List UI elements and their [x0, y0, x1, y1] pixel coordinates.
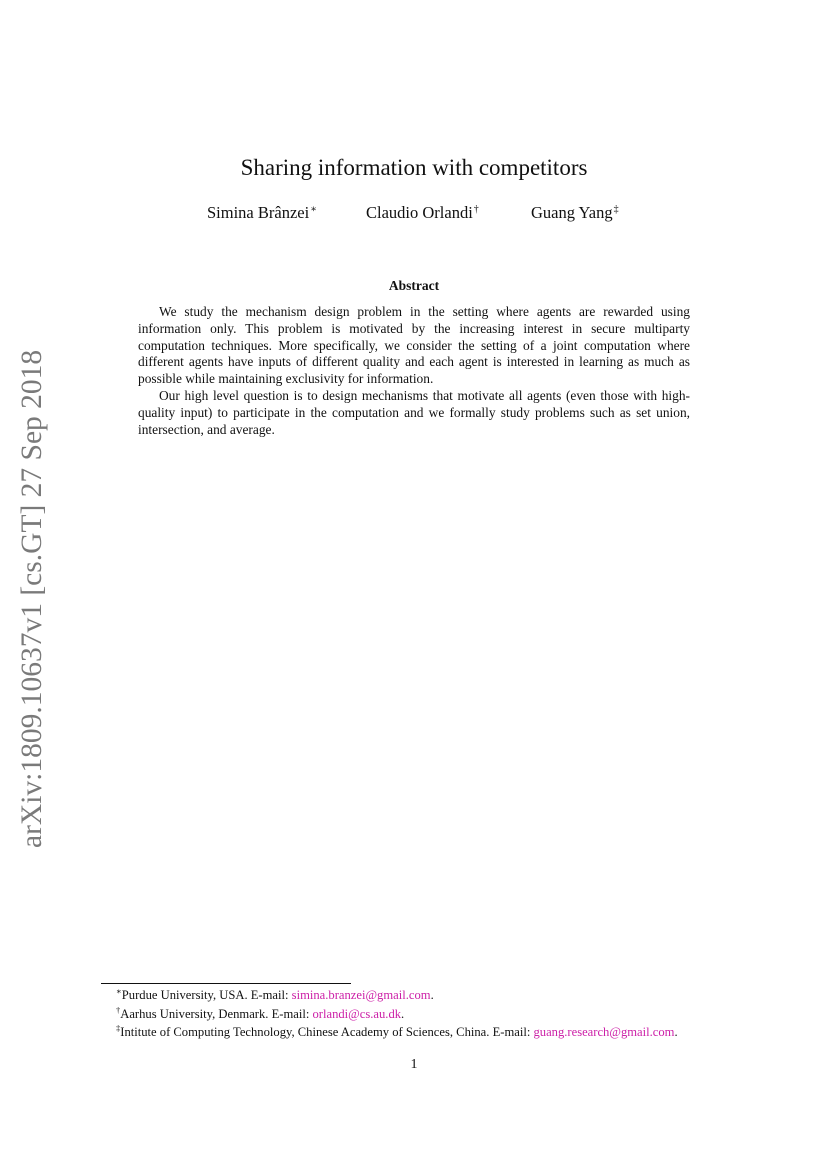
footnote-1: [101, 987, 761, 1006]
author-1: [207, 203, 317, 226]
abstract-heading: Abstract: [388, 278, 440, 293]
author-3-mark: ‡: [613, 204, 619, 215]
abstract-paragraph: Our high level question is to design mechanisms that motivate all agents (even those with high-quality input) to participate in the computation and we formally study problems such as set union, intersection, and average.: [138, 387, 690, 437]
footnote-3: [101, 1024, 761, 1043]
paper-title: Sharing information with competitors: [240, 155, 588, 180]
email-link[interactable]: guang.research@gmail.com: [533, 1025, 675, 1039]
footnotes: [101, 987, 761, 1043]
footnote-tail: .: [401, 1006, 405, 1021]
author-1-mark: ∗: [310, 204, 317, 215]
page-number: 1: [410, 1057, 418, 1072]
author-3-name: Guang Yang: [531, 203, 613, 222]
author-2-name: Claudio Orlandi: [366, 203, 473, 222]
email-link[interactable]: simina.branzei@gmail.com: [291, 988, 431, 1002]
footnote-2: [101, 1006, 761, 1025]
footnote-text: Purdue University, USA. E-mail:: [121, 988, 292, 1002]
author-2: [366, 203, 479, 226]
footnote-mark: ∗: [116, 986, 122, 996]
abstract-body: [138, 304, 690, 438]
author-1-name: Simina Brânzei: [207, 203, 310, 222]
footnote-text: Aarhus University, Denmark. E-mail:: [120, 1006, 313, 1021]
footnote-mark: †: [116, 1004, 121, 1015]
author-list: [0, 203, 828, 225]
footnote-mark: ‡: [116, 1023, 121, 1033]
footnote-tail: .: [430, 988, 434, 1002]
footnote-text: Intitute of Computing Technology, Chinese Academy of Sciences, China. E-mail:: [120, 1025, 534, 1039]
footnote-tail: .: [674, 1025, 678, 1039]
author-3: [531, 203, 619, 226]
email-link[interactable]: orlandi@cs.au.dk: [312, 1006, 402, 1021]
arxiv-identifier: arXiv:1809.10637v1 [cs.GT] 27 Sep 2018: [16, 349, 48, 848]
author-2-mark: †: [473, 204, 479, 215]
abstract-paragraph: We study the mechanism design problem in the setting where agents are rewarded using information only. This problem is motivated by the increasing interest in secure multiparty computation techniques. More specifically, we consider the setting of a joint computation where different agents have inputs of different quality and each agent is interested in learning as much as possible while maintaining exclusivity for information.: [138, 304, 690, 387]
footnote-rule: [101, 983, 351, 984]
